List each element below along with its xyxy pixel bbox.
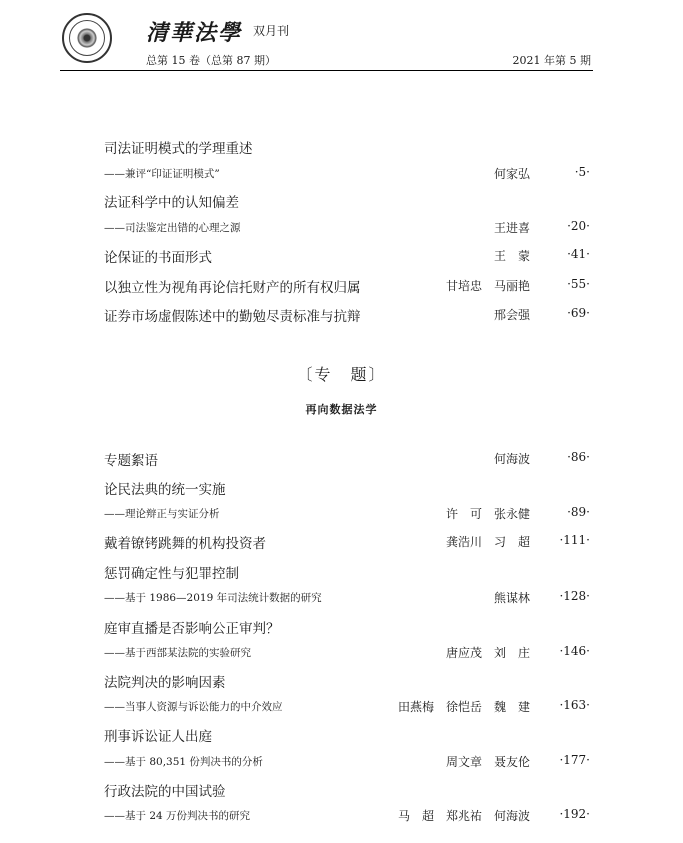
page-number: ·111· xyxy=(559,533,590,547)
article-title: 司法证明模式的学理重述 xyxy=(104,141,253,157)
page-number: ·163· xyxy=(559,698,590,712)
university-seal-icon xyxy=(62,13,112,63)
article-title: 庭审直播是否影响公正审判？ xyxy=(104,621,280,637)
page-number: ·20· xyxy=(567,219,590,233)
issue-info: 2021 年第 5 期 xyxy=(512,54,591,67)
article-authors: 田燕梅 徐恺岳 魏 建 xyxy=(397,700,530,714)
page-number: ·128· xyxy=(559,589,590,603)
article-authors: 甘培忠 马丽艳 xyxy=(445,279,530,293)
article-authors: 龚浩川 习 超 xyxy=(445,535,530,549)
header-divider xyxy=(60,70,593,71)
article-subtitle: ——基于 24 万份判决书的研究 xyxy=(104,810,251,822)
article-title: 惩罚确定性与犯罪控制 xyxy=(104,566,239,582)
section-heading: 〔专 题〕 xyxy=(296,365,387,384)
article-authors: 何家弘 xyxy=(493,167,530,181)
article-authors: 唐应茂 刘 庄 xyxy=(445,646,530,660)
toc-entry[interactable] xyxy=(104,246,590,266)
article-subtitle: ——基于 1986—2019 年司法统计数据的研究 xyxy=(104,592,322,604)
article-title: 论民法典的统一实施 xyxy=(104,482,226,498)
toc-entry[interactable] xyxy=(104,643,590,663)
toc-entry[interactable] xyxy=(104,671,590,691)
page-number: ·86· xyxy=(567,450,590,464)
page-number: ·55· xyxy=(567,277,590,291)
page-number: ·5· xyxy=(574,165,590,179)
article-title: 法证科学中的认知偏差 xyxy=(104,195,239,211)
article-authors: 马 超 郑兆祐 何海波 xyxy=(397,809,530,823)
article-subtitle: ——基于 80,351 份判决书的分析 xyxy=(104,756,263,768)
section-subheading: 再向数据法学 xyxy=(305,403,378,416)
article-title: 以独立性为视角再论信托财产的所有权归属 xyxy=(104,280,361,296)
toc-entry[interactable] xyxy=(104,137,590,157)
journal-frequency: 双月刊 xyxy=(253,24,290,38)
article-title: 法院判决的影响因素 xyxy=(104,675,226,691)
journal-title: 清華法學 xyxy=(146,20,243,46)
article-authors: 王进喜 xyxy=(493,221,530,235)
article-title: 论保证的书面形式 xyxy=(104,250,212,266)
article-authors: 许 可 张永健 xyxy=(445,507,530,521)
article-subtitle: ——兼评“印证证明模式” xyxy=(104,168,220,180)
article-subtitle: ——理论辩正与实证分析 xyxy=(104,508,220,520)
toc-entry[interactable] xyxy=(104,305,590,325)
toc-entry[interactable] xyxy=(104,276,590,296)
article-title: 行政法院的中国试验 xyxy=(104,784,226,800)
toc-entry[interactable] xyxy=(104,218,590,238)
article-title: 戴着镣铐跳舞的机构投资者 xyxy=(104,536,266,552)
article-title: 专题絮语 xyxy=(104,453,158,469)
toc-entry[interactable] xyxy=(104,532,590,552)
toc-entry[interactable] xyxy=(104,478,590,498)
page-number: ·69· xyxy=(567,306,590,320)
toc-entry[interactable] xyxy=(104,697,590,717)
toc-entry[interactable] xyxy=(104,504,590,524)
page-number: ·192· xyxy=(559,807,590,821)
page-number: ·146· xyxy=(559,644,590,658)
toc-entry[interactable] xyxy=(104,725,590,745)
toc-entry[interactable] xyxy=(104,588,590,608)
toc-entry[interactable] xyxy=(104,806,590,826)
toc-entry[interactable] xyxy=(104,752,590,772)
article-authors: 熊谋林 xyxy=(493,591,530,605)
article-authors: 何海波 xyxy=(493,452,530,466)
article-authors: 邢会强 xyxy=(493,308,530,322)
article-authors: 王 蒙 xyxy=(493,249,530,263)
article-authors: 周文章 聂友伦 xyxy=(445,755,530,769)
article-subtitle: ——司法鉴定出错的心理之源 xyxy=(104,222,241,234)
article-title: 刑事诉讼证人出庭 xyxy=(104,729,212,745)
toc-entry[interactable] xyxy=(104,562,590,582)
page-number: ·41· xyxy=(567,247,590,261)
toc-entry[interactable] xyxy=(104,617,590,637)
page-number: ·177· xyxy=(559,753,590,767)
page-number: ·89· xyxy=(567,505,590,519)
article-subtitle: ——当事人资源与诉讼能力的中介效应 xyxy=(104,701,283,713)
toc-entry[interactable] xyxy=(104,164,590,184)
article-subtitle: ——基于西部某法院的实验研究 xyxy=(104,647,251,659)
toc-entry[interactable] xyxy=(104,191,590,211)
toc-entry[interactable] xyxy=(104,449,590,469)
toc-entry[interactable] xyxy=(104,780,590,800)
volume-info: 总第 15 卷（总第 87 期） xyxy=(146,54,276,67)
article-title: 证券市场虚假陈述中的勤勉尽责标准与抗辩 xyxy=(104,309,361,325)
